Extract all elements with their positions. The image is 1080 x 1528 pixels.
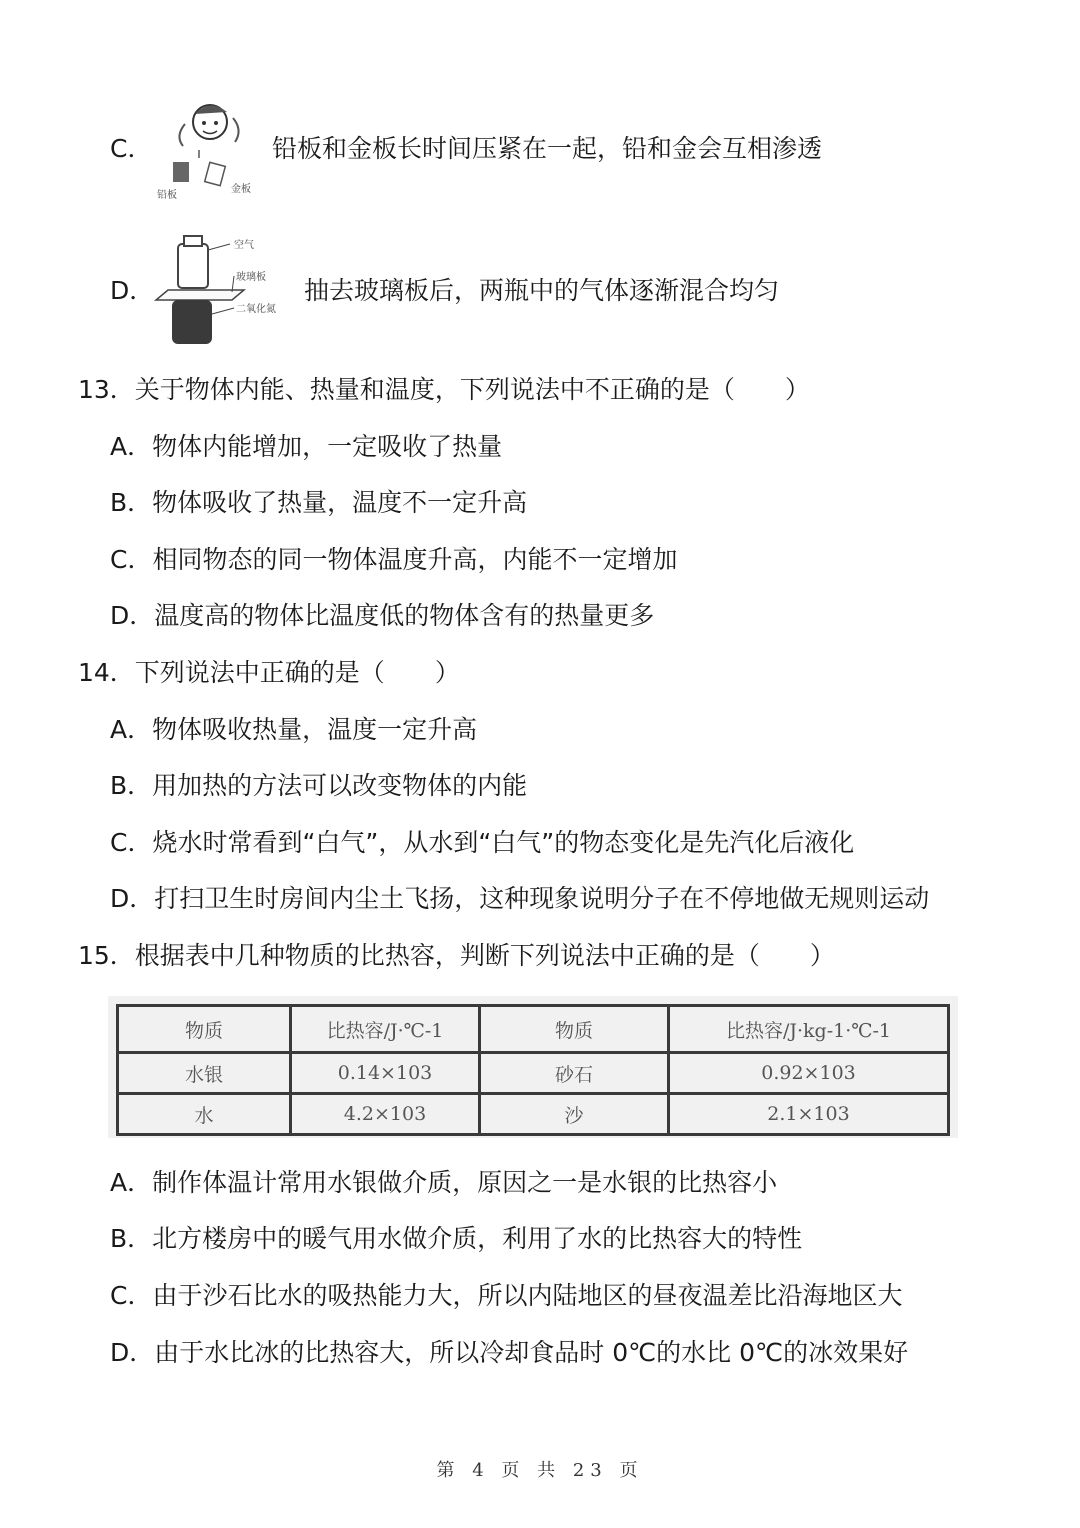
table-cell: 2.1×103	[669, 1094, 949, 1135]
lead-gold-figure	[155, 94, 265, 206]
q15-option-d: D．由于水比冰的比热容大，所以冷却食品时 0℃的水比 0℃的冰效果好	[110, 1338, 909, 1367]
q13-option-b: B．物体吸收了热量，温度不一定升高	[110, 488, 528, 517]
figure-label-gold: 金板	[231, 184, 251, 195]
table-cell: 砂石	[480, 1053, 669, 1094]
page-footer: 第 4 页 共 23 页	[436, 1460, 644, 1481]
q12-option-d-text: 抽去玻璃板后，两瓶中的气体逐渐混合均匀	[304, 276, 780, 305]
table-cell: 水银	[118, 1053, 291, 1094]
q15-option-c: C．由于沙石比水的吸热能力大，所以内陆地区的昼夜温差比沿海地区大	[110, 1281, 903, 1310]
table-header-cell: 物质	[480, 1006, 669, 1053]
table-row	[118, 1094, 949, 1135]
table-cell: 4.2×103	[291, 1094, 480, 1135]
table-header-cell: 比热容/J·kg-1·℃-1	[669, 1006, 949, 1053]
table-row	[118, 1053, 949, 1094]
specific-heat-table	[116, 1004, 950, 1136]
q13-option-d: D．温度高的物体比温度低的物体含有的热量更多	[110, 601, 655, 630]
figure-label-lead: 铅板	[157, 190, 177, 201]
figure-label-air: 空气	[234, 240, 254, 251]
q15-option-a: A．制作体温计常用水银做介质，原因之一是水银的比热容小	[110, 1168, 778, 1197]
table-header-row	[118, 1006, 949, 1053]
table-header-cell: 比热容/J·℃-1	[291, 1006, 480, 1053]
table-cell: 0.92×103	[669, 1053, 949, 1094]
q15-option-b: B．北方楼房中的暖气用水做介质，利用了水的比热容大的特性	[110, 1224, 803, 1253]
table-header-cell: 物质	[118, 1006, 291, 1053]
figure-label-glass-plate: 玻璃板	[236, 272, 266, 283]
q14-option-b: B．用加热的方法可以改变物体的内能	[110, 771, 528, 800]
q13-option-a: A．物体内能增加，一定吸收了热量	[110, 432, 503, 461]
table-cell: 水	[118, 1094, 291, 1135]
q12-option-c-text: 铅板和金板长时间压紧在一起，铅和金会互相渗透	[272, 134, 823, 163]
gas-diffusion-figure	[150, 230, 295, 348]
figure-label-no2: 二氧化氮	[236, 304, 276, 315]
table-cell: 0.14×103	[291, 1053, 480, 1094]
q12-option-d-label: D．	[110, 276, 155, 305]
q13-option-c: C．相同物态的同一物体温度升高，内能不一定增加	[110, 545, 678, 574]
table-cell: 沙	[480, 1094, 669, 1135]
q14-option-c: C．烧水时常看到“白气”，从水到“白气”的物态变化是先汽化后液化	[110, 828, 855, 857]
q12-option-c-label: C．	[110, 134, 153, 163]
q15-stem: 15．根据表中几种物质的比热容，判断下列说法中正确的是（ ）	[78, 941, 835, 970]
q14-stem: 14．下列说法中正确的是（ ）	[78, 658, 460, 687]
q13-stem: 13．关于物体内能、热量和温度，下列说法中不正确的是（ ）	[78, 375, 810, 404]
q14-option-a: A．物体吸收热量，温度一定升高	[110, 715, 478, 744]
q14-option-d: D．打扫卫生时房间内尘土飞扬，这种现象说明分子在不停地做无规则运动	[110, 884, 930, 913]
